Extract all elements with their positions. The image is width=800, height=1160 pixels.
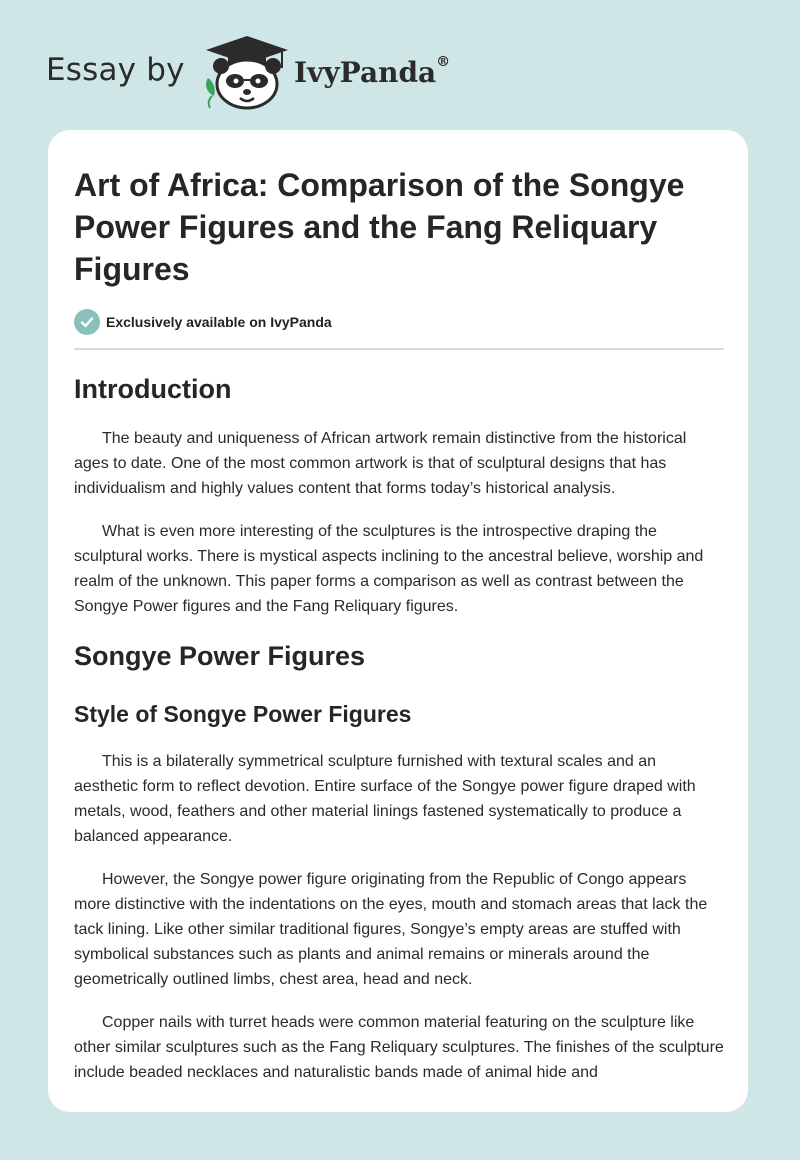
paragraph: However, the Songye power figure originating from the Republic of Congo appears more distinctive with the indentations on the eyes, mouth and stomach areas that lack the tack lining. Like other similar traditional figures, Songye’s empty areas are stuffed with symbolical substances such as plants and animal remains or minerals around the geometrically outlined limbs, chest area, head and neck. [74,871,708,988]
title-divider [74,348,724,350]
section-heading-introduction: Introduction [74,374,232,404]
check-icon [74,309,100,335]
ivypanda-logo-icon[interactable] [202,34,292,110]
subsection-heading-style: Style of Songye Power Figures [74,701,412,727]
section-heading-songye: Songye Power Figures [74,641,366,671]
essay-title: Art of Africa: Comparison of the Songye Power Figures and the Fang Reliquary Figures [74,167,685,287]
registered-mark: ® [436,54,451,70]
site-header [46,30,746,110]
paragraph: The beauty and uniqueness of African artwork remain distinctive from the historical ages to date. One of the most common artwork is that of sculptural designs that has individualism and highly values content that forms today’s historical analysis. [74,430,687,497]
paragraph: Copper nails with turret heads were common material featuring on the sculpture like other similar sculptures such as the Fang Reliquary sculptures. The finishes of the sculpture include beaded necklaces and naturalistic bands made of animal hide and [74,1014,724,1081]
exclusive-label: Exclusively available on IvyPanda [106,314,332,330]
brand-name [294,56,450,89]
essay-by-label: Essay by [46,52,185,88]
exclusive-badge [74,308,724,336]
brand-label: IvyPanda [294,56,437,89]
essay-content [74,164,724,1085]
paragraph: What is even more interesting of the sculptures is the introspective draping the sculptural works. There is mystical aspects inclining to the ancestral believe, worship and realm of the unknown. This paper forms a comparison as well as contrast between the Songye Power figures and the Fang Reliquary figures. [74,523,704,615]
essay-card [48,130,748,1112]
paragraph: This is a bilaterally symmetrical sculpture furnished with textural scales and an aesthetic form to reflect devotion. Entire surface of the Songye power figure draped with metals, wood, feathers and other material linings fastened systematically to produce a balanced appearance. [74,753,696,845]
